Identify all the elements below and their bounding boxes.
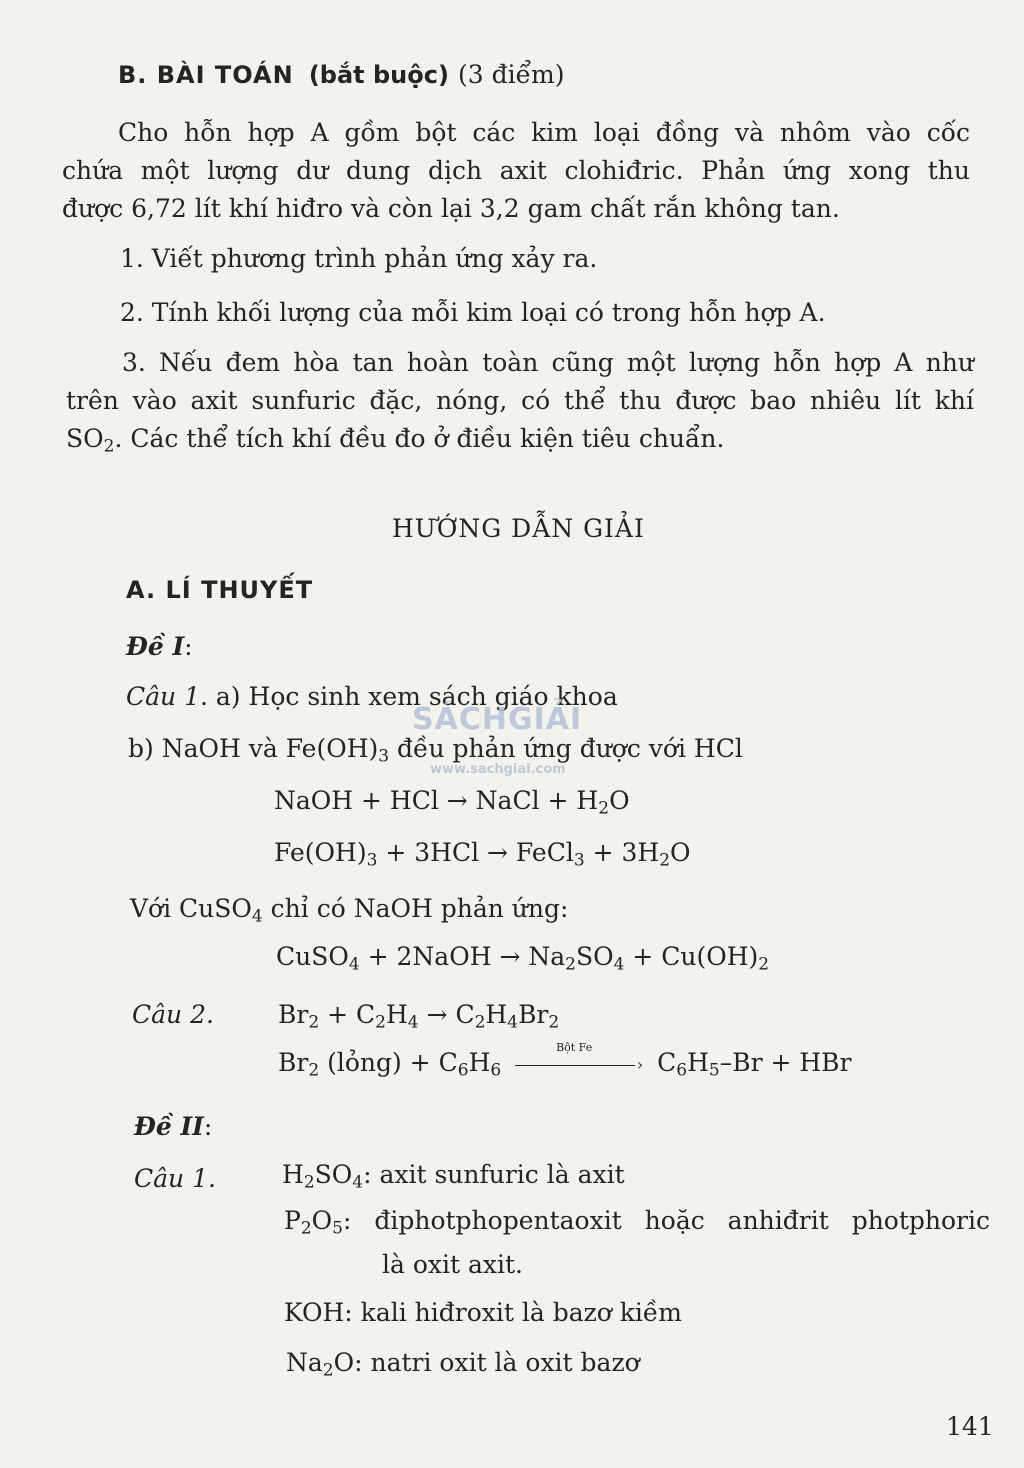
section-a-title: A. LÍ THUYẾT: [126, 576, 314, 604]
reaction-arrow-catalyst: Bột Fe ›: [515, 1055, 643, 1075]
de1-cau2-label: Câu 2.: [132, 1000, 214, 1029]
de2-title: Đề II:: [134, 1112, 213, 1141]
de2-line-p2o5-cont: là oxit axit.: [382, 1250, 523, 1279]
question-1: 1. Viết phương trình phản ứng xảy ra.: [120, 244, 598, 273]
question-3-line: $SO_2$. Các thể tích khí đều đo ở điều kiện tiêu chuẩn.: [66, 424, 725, 457]
de2-line-na2o: $Na_2O$: natri oxit là oxit bazơ: [286, 1348, 640, 1381]
section-b-required: (bắt buộc): [308, 61, 449, 89]
question-3-line: 3. Nếu đem hòa tan hoàn toàn cũng một lượng hỗn hợp A như: [122, 348, 974, 377]
de1-cau1-a: Câu 1. a) Học sinh xem sách giáo khoa: [126, 682, 618, 711]
de2-line-p2o5: $P_2O_5$: điphotphopentaoxit hoặc anhiđrit photphoric: [284, 1206, 990, 1239]
de1-title: Đề I:: [126, 632, 193, 661]
watermark-url: www.sachgiai.com: [430, 762, 566, 777]
cuso4-statement: Với CuSO$_4$ chỉ có NaOH phản ứng:: [130, 894, 569, 927]
de1-cau1-b: b) NaOH và $Fe(OH)_3$ đều phản ứng được với HCl: [128, 734, 743, 767]
equation-br2-c6h6: $Br_2$ (lỏng) + $C_6H_6$ Bột Fe › $C_6H_5-Br$ + HBr: [278, 1040, 852, 1081]
equation-br2-c2h4: $Br_2 + C_2H_4 \to C_2H_4Br_2$: [278, 1000, 560, 1033]
page-number: 141: [946, 1412, 994, 1441]
problem-line: được 6,72 lít khí hiđro và còn lại 3,2 gam chất rắn không tan.: [62, 194, 840, 223]
section-b-heading: [118, 60, 564, 89]
de2-cau1-label: Câu 1.: [134, 1164, 216, 1193]
catalyst-label: Bột Fe: [556, 1040, 593, 1054]
problem-line: chứa một lượng dư dung dịch axit clohiđric. Phản ứng xong thu: [62, 156, 970, 185]
equation-naoh-hcl: NaOH + HCl → NaCl + $H_2O$: [274, 786, 630, 819]
de2-line-h2so4: $H_2SO_4$: axit sunfuric là axit: [282, 1160, 625, 1193]
guide-title: HƯỚNG DẪN GIẢI: [392, 514, 645, 543]
equation-cuso4-naoh: CuSO$_4$ + 2NaOH → $Na_2SO_4 + Cu(OH)_2$: [276, 942, 770, 975]
watermark-brand: SÁCHGIẢI: [412, 702, 583, 737]
question-2: 2. Tính khối lượng của mỗi kim loại có trong hỗn hợp A.: [120, 298, 826, 327]
problem-statement: [62, 114, 970, 228]
section-b-points: (3 điểm): [458, 60, 565, 89]
de2-line-koh: KOH: kali hiđroxit là bazơ kiềm: [284, 1298, 683, 1327]
question-3: [66, 344, 974, 458]
question-3-line: trên vào axit sunfuric đặc, nóng, có thể thu được bao nhiêu lít khí: [66, 386, 974, 415]
problem-line: Cho hỗn hợp A gồm bột các kim loại đồng và nhôm vào cốc: [118, 118, 970, 147]
section-b-title: B. BÀI TOÁN: [118, 61, 294, 89]
equation-feoh3-hcl: $Fe(OH)_3 + 3HCl$ → FeCl$_3$ + $3H_2O$: [274, 838, 691, 871]
